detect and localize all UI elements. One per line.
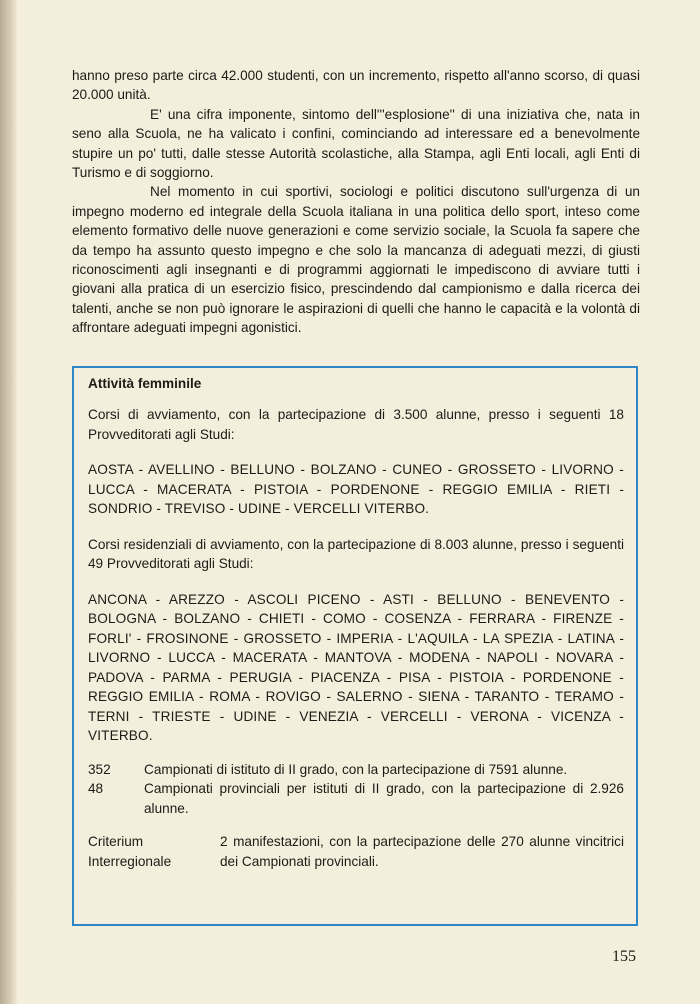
intro-paragraph-1: hanno preso parte circa 42.000 studenti, con un incremento, rispetto all'anno scorso, di quasi 20.000 unità. [72,68,640,103]
intro-text [72,66,640,338]
criterium-label-line-1: Criterium [88,834,144,849]
intro-paragraph-3: Nel momento in cui sportivi, sociologi e politici discutono sull'urgenza di un impegno moderno ed integrale della Scuola italiana in una politica dello sport, inteso come elemento formativo delle nuove generazioni e come servizio sociale, la Scuola fa sapere che da tempo ha assunto questo impegno e che solo la mancanza di adeguati mezzi, di giusti riconoscimenti agli insegnanti e di programmi aggiornati le impediscono di avviare tutti i giovani alla pratica di un esercizio fisico, prescindendo dal campionismo e dalla ricerca dei talenti, anche se non può ignorare le aspirazioni di quelli che hanno le capacità e la volontà di affrontare adeguati impegni agonistici. [72,184,640,336]
criterium-text: 2 manifestazioni, con la partecipazione delle 270 alunne vincitrici dei Campionati provinciali. [220,834,624,869]
page-number: 155 [612,948,636,965]
criterium-label-line-2: Interregionale [88,853,172,869]
stat-row [88,779,624,818]
activity-box [72,366,638,926]
box-title: Attività femminile [88,376,202,391]
courses-intro-1: Corsi di avviamento, con la partecipazione di 3.500 alunne, presso i seguenti 18 Provveditorati agli Studi: [88,407,624,442]
stat-number: 352 [88,761,111,777]
stat-text: Campionati provinciali per istituti di II grado, con la partecipazione di 2.926 alunne. [144,781,624,816]
stat-number: 48 [88,781,104,796]
intro-paragraph-2: E' una cifra imponente, sintomo dell'''esplosione'' di una iniziativa che, nata in seno alla Scuola, ne ha valicato i confini, cominciando ad interessare ed a benevolmente stupire un po' tutti, dalle stesse Autorità scolastiche, alla Stampa, agli Enti locali, agli Enti di Turismo e di soggiorno. [72,106,640,181]
courses-intro-2: Corsi residenziali di avviamento, con la partecipazione di 8.003 alunne, presso i seguenti 49 Provveditorati agli Studi: [88,536,624,571]
criterium-label [88,832,220,871]
stat-text: Campionati di istituto di II grado, con la partecipazione di 7591 alunne. [144,761,568,777]
places-list-2: ANCONA - AREZZO - ASCOLI PICENO - ASTI - BELLUNO - BENEVENTO - BOLOGNA - BOLZANO - CHIETI - COMO - COSENZA - FERRARA - FIRENZE - FORLI' - FROSINONE - GROSSETO - IMPERIA - L'AQUILA - LA SPEZIA - LATINA - LIVORNO - LUCCA - MACERATA - MANTOVA - MODENA - NAPOLI - NOVARA - PADOVA - PARMA - PERUGIA - PIACENZA - PISA - PISTOIA - PORDENONE - REGGIO EMILIA - ROMA - ROVIGO - SALERNO - SIENA - TARANTO - TERAMO - TERNI - TRIESTE - UDINE - VENEZIA - VERCELLI - VERONA - VICENZA - VITERBO. [88,591,624,743]
page-spine-shadow [0,0,18,1004]
stat-row [88,760,624,780]
places-list-1: AOSTA - AVELLINO - BELLUNO - BOLZANO - CUNEO - GROSSETO - LIVORNO - LUCCA - MACERATA - PISTOIA - PORDENONE - REGGIO EMILIA - RIETI - SONDRIO - TREVISO - UDINE - VERCELLI VITERBO. [88,462,624,516]
criterium-row [88,832,624,871]
